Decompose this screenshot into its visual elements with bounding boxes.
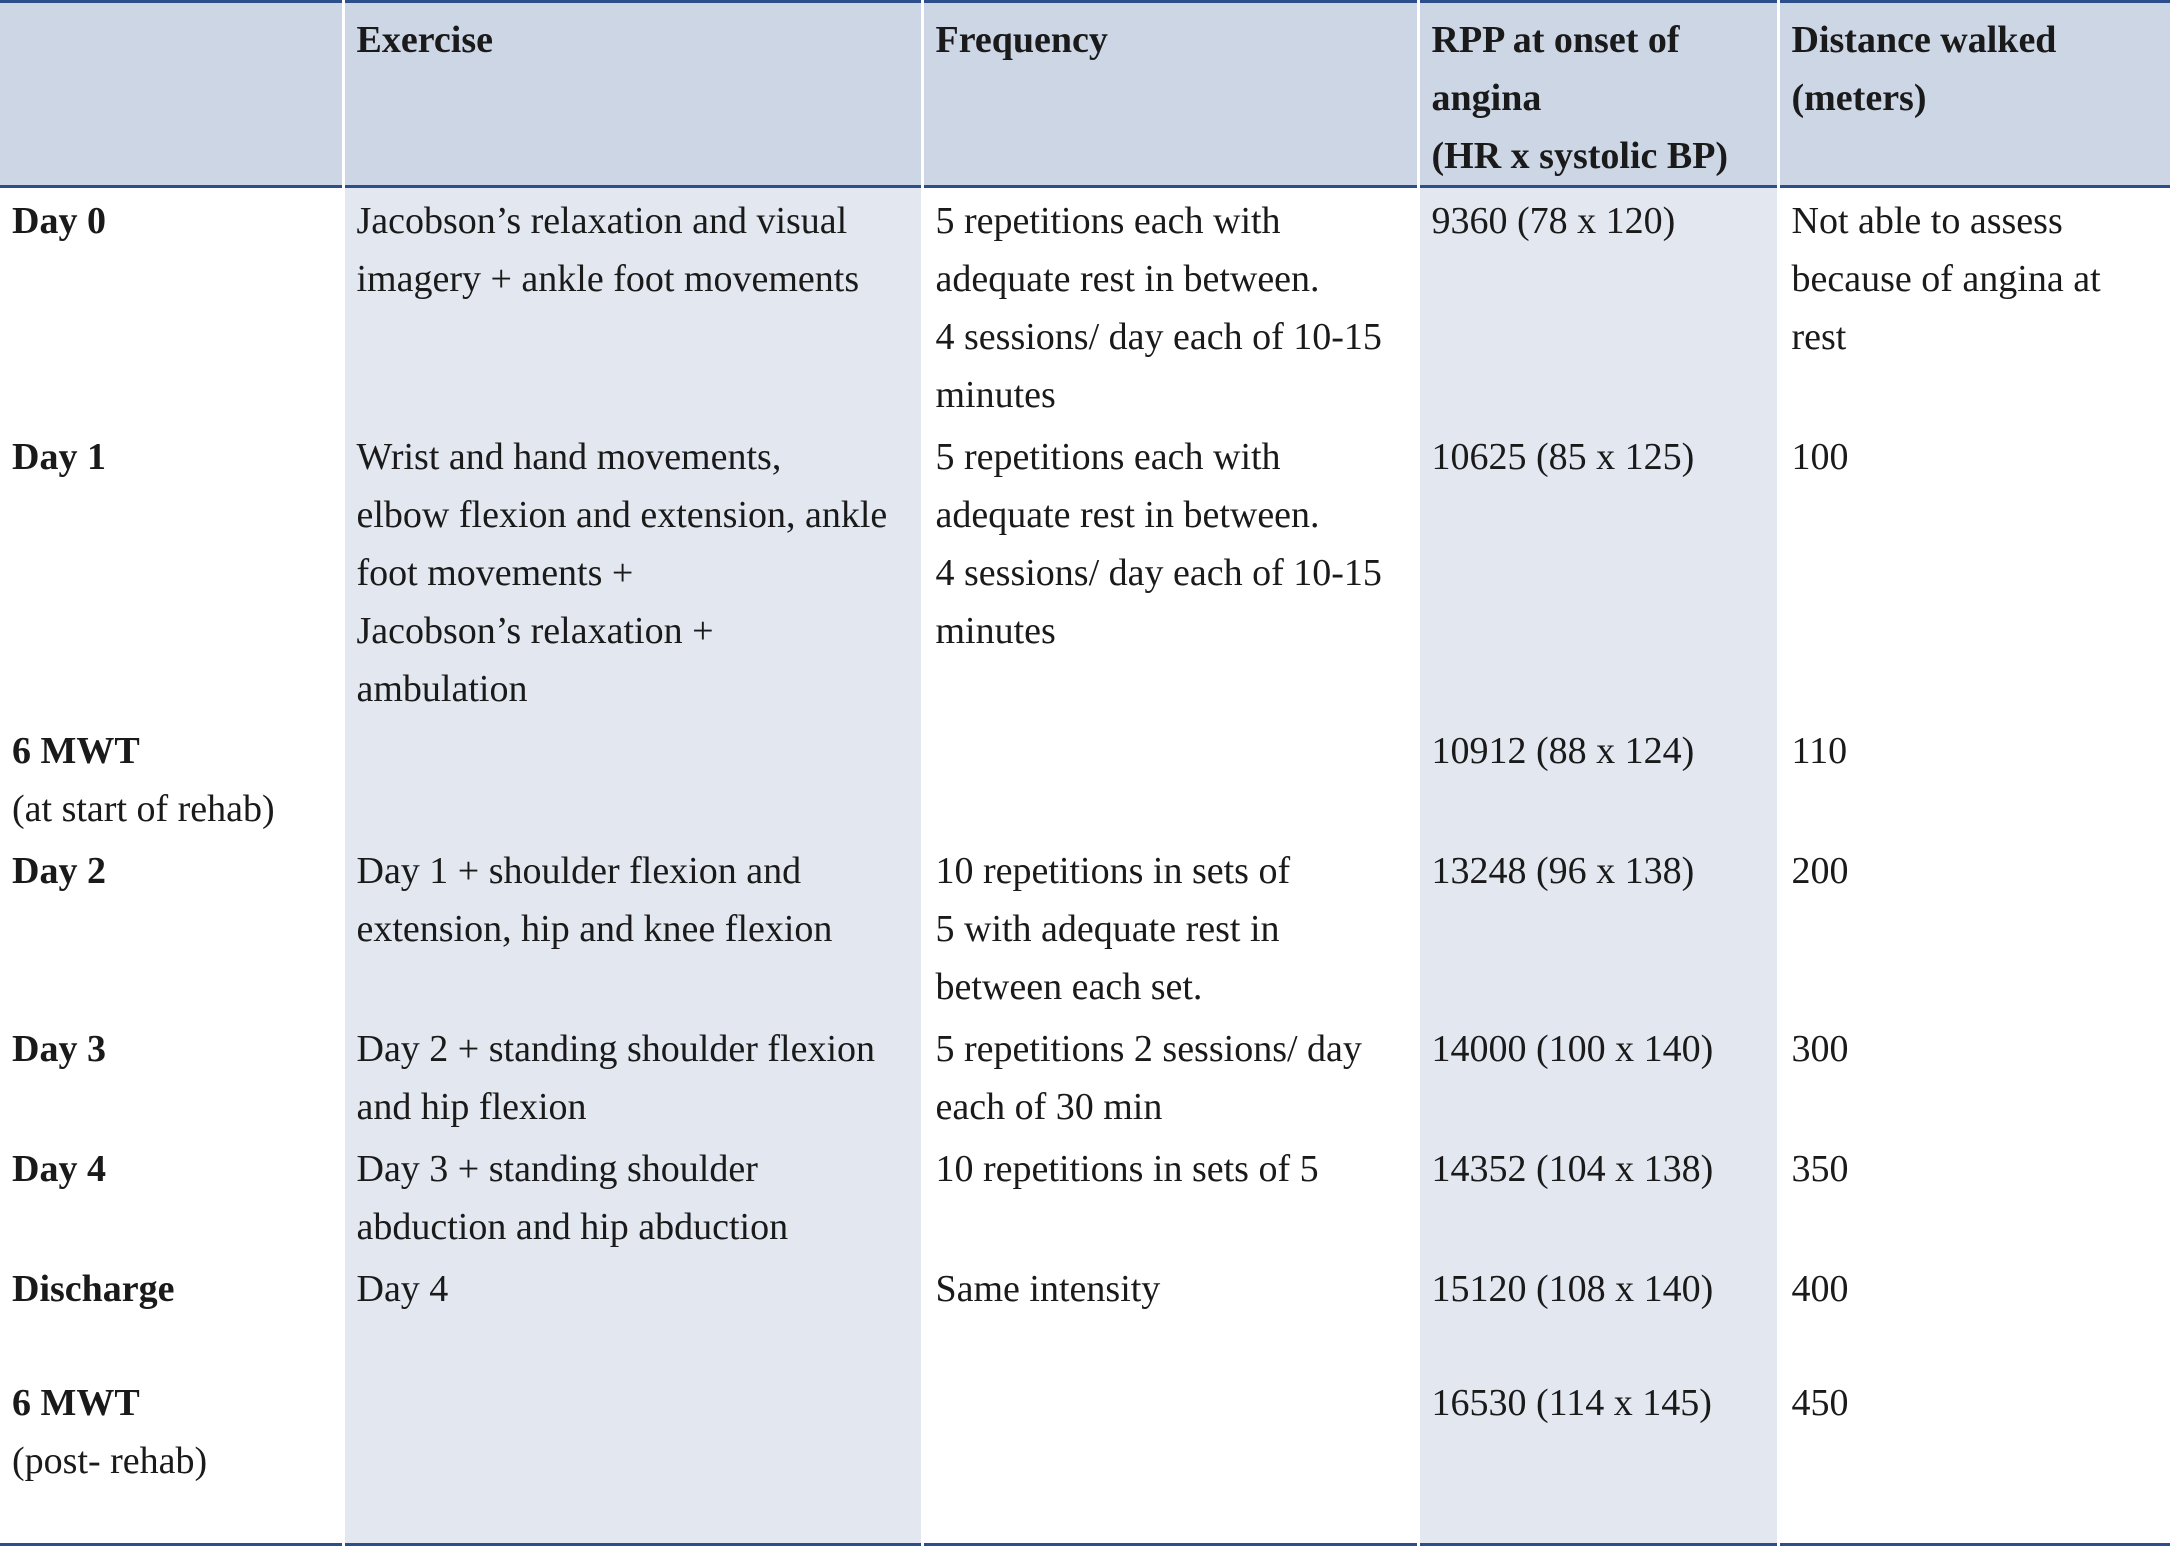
- cell-distance: [1778, 838, 2170, 1016]
- cell-exercise: [343, 1136, 922, 1256]
- cell-frequency: [922, 1256, 1418, 1370]
- cell-stage: [0, 718, 343, 838]
- cell-exercise: [343, 718, 922, 838]
- cell-exercise-line: Day 1 + shoulder flexion and: [356, 850, 802, 892]
- cell-exercise-line: abduction and hip abduction: [356, 1206, 789, 1248]
- cell-distance-line: because of angina at: [1791, 258, 2101, 300]
- cell-frequency: [922, 1136, 1418, 1256]
- cell-exercise-line: imagery + ankle foot movements: [356, 258, 860, 300]
- cell-distance-line: 100: [1791, 436, 1849, 478]
- cell-exercise: [343, 1016, 922, 1136]
- cell-rpp: 10625 (85 x 125): [1418, 424, 1778, 718]
- cell-rpp: 15120 (108 x 140): [1418, 1256, 1778, 1370]
- cell-exercise-line: Jacobson’s relaxation and visual: [356, 200, 848, 242]
- table-row: [0, 1016, 2170, 1136]
- cell-frequency-line: adequate rest in between.: [935, 258, 1320, 300]
- table-row: [0, 187, 2170, 425]
- cell-exercise-line: elbow flexion and extension, ankle: [356, 494, 888, 536]
- table-row: [0, 1136, 2170, 1256]
- stage-name: 6 MWT: [12, 1382, 140, 1424]
- header-distance: [1778, 2, 2170, 187]
- header-rpp-line: angina: [1431, 77, 1542, 119]
- cell-frequency-line: 10 repetitions in sets of 5: [935, 1148, 1319, 1190]
- cell-distance-line: 200: [1791, 850, 1849, 892]
- cell-frequency-line: 4 sessions/ day each of 10-15: [935, 316, 1382, 358]
- header-distance-line: (meters): [1791, 77, 1927, 119]
- cell-frequency-line: 5 repetitions 2 sessions/ day: [935, 1028, 1362, 1070]
- cell-frequency-line: each of 30 min: [935, 1086, 1163, 1128]
- cell-exercise: [343, 1256, 922, 1370]
- table-row: [0, 1256, 2170, 1370]
- cell-distance: [1778, 187, 2170, 425]
- cell-frequency-line: adequate rest in between.: [935, 494, 1320, 536]
- cell-rpp: 9360 (78 x 120): [1418, 187, 1778, 425]
- header-rpp: [1418, 2, 1778, 187]
- stage-name: Day 2: [12, 850, 106, 892]
- cell-exercise-line: extension, hip and knee flexion: [356, 908, 833, 950]
- cell-frequency-line: Same intensity: [935, 1268, 1161, 1310]
- cell-exercise-line: and hip flexion: [356, 1086, 587, 1128]
- cell-frequency-line: 5 with adequate rest in: [935, 908, 1280, 950]
- cell-distance: [1778, 718, 2170, 838]
- cell-frequency: [922, 718, 1418, 838]
- cell-rpp: 13248 (96 x 138): [1418, 838, 1778, 1016]
- cell-frequency: [922, 838, 1418, 1016]
- cell-distance-line: 400: [1791, 1268, 1849, 1310]
- cell-exercise-line: foot movements +: [356, 552, 634, 594]
- stage-name: Day 0: [12, 200, 106, 242]
- cell-frequency-line: between each set.: [935, 966, 1203, 1008]
- cell-rpp: 16530 (114 x 145): [1418, 1370, 1778, 1544]
- cell-rpp: 14352 (104 x 138): [1418, 1136, 1778, 1256]
- cell-exercise: [343, 187, 922, 425]
- cell-exercise: [343, 424, 922, 718]
- cell-stage: [0, 1136, 343, 1256]
- stage-name: Day 4: [12, 1148, 106, 1190]
- cell-rpp: 14000 (100 x 140): [1418, 1016, 1778, 1136]
- cell-frequency: [922, 187, 1418, 425]
- cell-distance-line: Not able to assess: [1791, 200, 2063, 242]
- cell-distance: [1778, 1136, 2170, 1256]
- header-rpp-line: (HR x systolic BP): [1431, 135, 1729, 177]
- cell-rpp: 10912 (88 x 124): [1418, 718, 1778, 838]
- cell-frequency: [922, 1016, 1418, 1136]
- table-row: [0, 838, 2170, 1016]
- cell-frequency-line: 10 repetitions in sets of: [935, 850, 1291, 892]
- table-header-row: [0, 2, 2170, 187]
- cell-exercise: [343, 838, 922, 1016]
- cell-frequency-line: 4 sessions/ day each of 10-15: [935, 552, 1382, 594]
- stage-subtitle: (at start of rehab): [12, 788, 275, 830]
- cell-frequency: [922, 424, 1418, 718]
- cell-exercise-line: Jacobson’s relaxation +: [356, 610, 714, 652]
- header-stage: [0, 2, 343, 187]
- cell-distance: [1778, 424, 2170, 718]
- cell-distance-line: 300: [1791, 1028, 1849, 1070]
- cell-stage: [0, 1016, 343, 1136]
- stage-name: Day 3: [12, 1028, 106, 1070]
- cell-exercise-line: ambulation: [356, 668, 528, 710]
- cell-stage: [0, 187, 343, 425]
- cell-distance-line: rest: [1791, 316, 1847, 358]
- cell-exercise-line: Day 3 + standing shoulder: [356, 1148, 758, 1190]
- cell-distance-line: 350: [1791, 1148, 1849, 1190]
- cell-frequency-line: 5 repetitions each with: [935, 200, 1281, 242]
- cell-frequency-line: 5 repetitions each with: [935, 436, 1281, 478]
- stage-subtitle: (post- rehab): [12, 1440, 208, 1482]
- header-rpp-line: RPP at onset of: [1431, 19, 1680, 61]
- cell-exercise-line: Day 2 + standing shoulder flexion: [356, 1028, 876, 1070]
- cell-exercise-line: Wrist and hand movements,: [356, 436, 782, 478]
- table-row: [0, 718, 2170, 838]
- cell-stage: [0, 838, 343, 1016]
- table-row: [0, 424, 2170, 718]
- cell-stage: [0, 424, 343, 718]
- cell-stage: [0, 1256, 343, 1370]
- header-distance-line: Distance walked: [1791, 19, 2057, 61]
- cell-distance: [1778, 1256, 2170, 1370]
- stage-name: 6 MWT: [12, 730, 140, 772]
- cell-frequency-line: minutes: [935, 610, 1056, 652]
- cell-exercise-line: Day 4: [356, 1268, 449, 1310]
- cell-distance-line: 450: [1791, 1382, 1849, 1424]
- stage-name: Day 1: [12, 436, 106, 478]
- table-body: [0, 187, 2170, 1545]
- header-frequency: Frequency: [922, 2, 1418, 187]
- stage-name: Discharge: [12, 1268, 175, 1310]
- header-exercise: Exercise: [343, 2, 922, 187]
- cell-distance: [1778, 1016, 2170, 1136]
- cell-frequency-line: minutes: [935, 374, 1056, 416]
- cell-distance-line: 110: [1791, 730, 1848, 772]
